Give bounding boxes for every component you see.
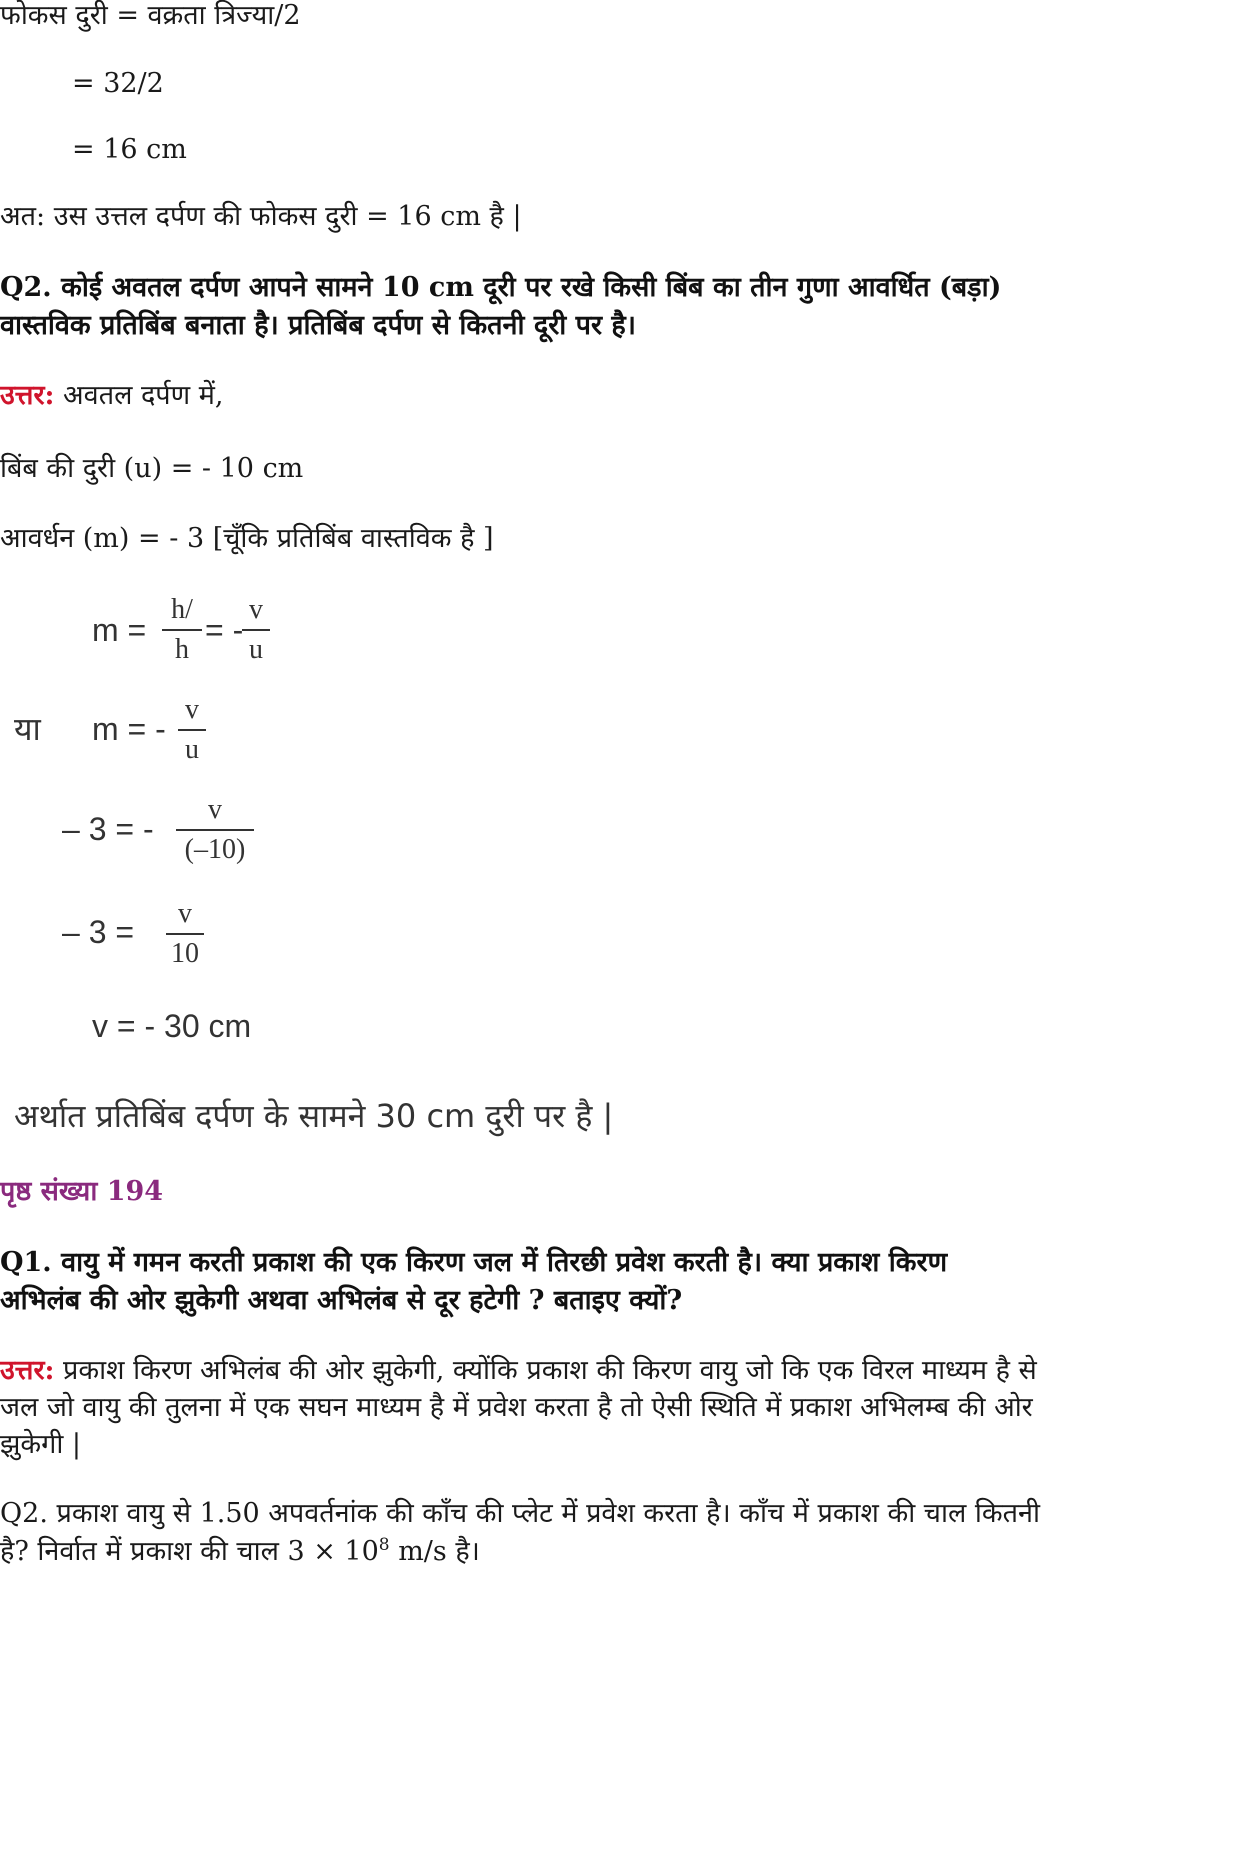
eq1-f2-numerator: v xyxy=(249,594,263,625)
eq4-numerator: v xyxy=(178,898,192,929)
eq1-mid: = - xyxy=(205,612,244,648)
eq1-f1-numerator: h/ xyxy=(171,594,193,625)
eq2-prefix: या xyxy=(14,711,41,747)
fraction-bar xyxy=(162,629,202,631)
object-distance: बिंब की दुरी (u) = - 10 cm xyxy=(0,453,304,484)
question-2b-line-1: Q2. प्रकाश वायु से 1.50 अपवर्तनांक की काँच की प्लेट में प्रवेश करता है। काँच में प्रकाश की चाल कितनी xyxy=(0,1498,1040,1529)
focal-length-formula: फोकस दुरी = वक्रता त्रिज्या/2 xyxy=(0,0,301,31)
question-2b-line-2 xyxy=(0,1537,480,1565)
question-2-line-2: वास्तविक प्रतिबिंब बनाता है। प्रतिबिंब दर्पण से कितनी दूरी पर है। xyxy=(0,310,636,341)
eq1-fraction-h xyxy=(162,594,202,666)
question-2-line-1: Q2. कोई अवतल दर्पण आपने सामने 10 cm दूरी पर रखे किसी बिंब का तीन गुणा आवर्धित (बड़ा) xyxy=(0,272,1002,303)
question-2b-text-a: है? निर्वात में प्रकाश की चाल 3 × 10 xyxy=(0,1536,379,1567)
eq3-fraction xyxy=(176,794,254,866)
eq1-f1-denominator: h xyxy=(175,634,189,665)
answer-label: उत्तर: xyxy=(0,1355,55,1386)
page-number-heading: पृष्ठ संख्या 194 xyxy=(0,1176,164,1207)
eq3-lhs: – 3 = - xyxy=(62,811,154,847)
eq1-fraction-vu xyxy=(242,594,270,666)
image-distance-conclusion: अर्थात प्रतिबिंब दर्पण के सामने 30 cm दुरी पर है | xyxy=(14,1097,614,1135)
eq4-fraction xyxy=(166,898,204,970)
calc-step-2: = 16 cm xyxy=(72,134,187,165)
eq4-lhs: – 3 = xyxy=(62,914,135,950)
fraction-bar xyxy=(166,933,204,935)
exponent: 8 xyxy=(378,1535,390,1555)
answer-label: उत्तर: xyxy=(0,380,55,411)
calc-step-1: = 32/2 xyxy=(72,68,164,99)
answer-text: प्रकाश किरण अभिलंब की ओर झुकेगी, क्योंकि प्रकाश की किरण वायु जो कि एक विरल माध्यम है से xyxy=(54,1355,1037,1386)
eq4-denominator: 10 xyxy=(171,938,199,969)
answer-1b-line-3: झुकेगी | xyxy=(0,1429,82,1460)
fraction-bar xyxy=(176,829,254,831)
answer-1b-line-1 xyxy=(0,1357,1037,1384)
question-1b-line-1: Q1. वायु में गमन करती प्रकाश की एक किरण जल में तिरछी प्रवेश करती है। क्या प्रकाश किरण xyxy=(0,1247,948,1278)
answer-2-intro xyxy=(0,382,223,409)
eq3-denominator: (–10) xyxy=(184,834,246,865)
eq1-f2-denominator: u xyxy=(249,634,263,665)
question-1b-line-2: अभिलंब की ओर झुकेगी अथवा अभिलंब से दूर हटेगी ? बताइए क्यों? xyxy=(0,1285,683,1316)
fraction-bar xyxy=(242,629,270,631)
eq2-fraction xyxy=(178,694,206,766)
question-2b-text-b: m/s है। xyxy=(389,1536,480,1567)
fraction-bar xyxy=(178,729,206,731)
answer-text: अवतल दर्पण में, xyxy=(54,380,224,411)
magnification-value: आवर्धन (m) = - 3 [चूँकि प्रतिबिंब वास्तविक है ] xyxy=(0,523,494,554)
eq2-lhs: m = - xyxy=(92,711,166,747)
eq2-denominator: u xyxy=(185,734,199,765)
answer-1b-line-2: जल जो वायु की तुलना में एक सघन माध्यम है में प्रवेश करता है तो ऐसी स्थिति में प्रकाश अभिलम्ब की ओर xyxy=(0,1392,1033,1423)
eq1-lhs: m = xyxy=(92,612,147,648)
focal-length-conclusion: अत: उस उत्तल दर्पण की फोकस दुरी = 16 cm है | xyxy=(0,201,522,232)
eq3-numerator: v xyxy=(208,794,222,825)
eq5-result: v = - 30 cm xyxy=(92,1008,252,1044)
eq2-numerator: v xyxy=(185,694,199,725)
